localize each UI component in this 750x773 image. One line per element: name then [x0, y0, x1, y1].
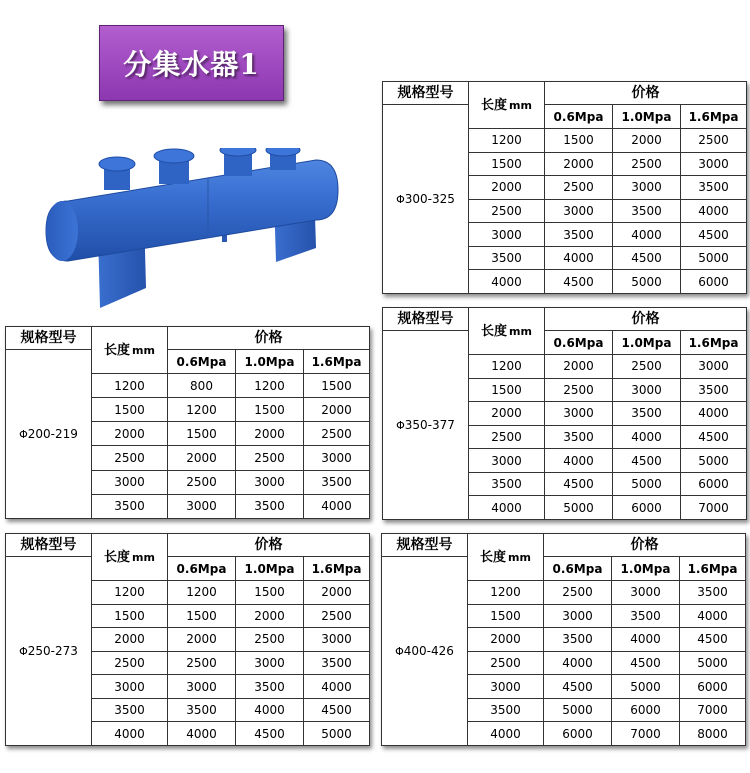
phi-symbol: Φ — [396, 419, 405, 432]
model-cell — [382, 557, 468, 746]
price-cell: 3000 — [304, 446, 370, 470]
model-value: 400-426 — [403, 644, 454, 658]
length-value: 3000 — [469, 449, 545, 473]
length-value: 1200 — [469, 355, 545, 379]
price-cell: 2500 — [613, 152, 681, 176]
col-header-length — [469, 308, 545, 355]
price-cell: 4500 — [545, 472, 613, 496]
length-value: 1500 — [92, 398, 168, 422]
length-unit: mm — [509, 324, 532, 338]
col-header-length — [469, 82, 545, 129]
length-value: 1200 — [469, 129, 545, 153]
price-cell: 2500 — [545, 378, 613, 402]
length-value: 1200 — [92, 374, 168, 398]
model-cell — [6, 350, 92, 519]
length-value: 1500 — [468, 604, 544, 628]
manifold-cap-left — [46, 201, 78, 261]
length-value: 2000 — [92, 628, 168, 652]
price-cell: 3500 — [613, 199, 681, 223]
page-title: 分集水器1 — [123, 48, 260, 81]
length-label: 长度 — [481, 323, 508, 339]
pressure-header: 1.6Mpa — [304, 350, 370, 374]
price-cell: 2000 — [236, 604, 304, 628]
price-cell: 2500 — [304, 604, 370, 628]
price-cell: 2500 — [236, 628, 304, 652]
price-cell: 3000 — [304, 628, 370, 652]
length-value: 3500 — [469, 246, 545, 270]
price-cell: 1500 — [168, 604, 236, 628]
col-header-length — [92, 327, 168, 374]
length-value: 4000 — [92, 722, 168, 746]
length-value: 3000 — [469, 223, 545, 247]
price-cell: 2000 — [545, 355, 613, 379]
price-cell: 4500 — [613, 246, 681, 270]
price-cell: 4000 — [236, 698, 304, 722]
price-cell: 4000 — [545, 246, 613, 270]
price-cell: 4500 — [681, 425, 747, 449]
length-unit: mm — [508, 550, 531, 564]
col-header-length — [468, 534, 544, 581]
model-cell — [6, 557, 92, 746]
length-value: 2500 — [469, 425, 545, 449]
col-header-model: 规格型号 — [383, 308, 469, 331]
model-value: 250-273 — [27, 644, 78, 658]
price-cell: 5000 — [613, 270, 681, 294]
price-cell: 3500 — [236, 494, 304, 518]
price-cell: 4000 — [168, 722, 236, 746]
price-table-350-377 — [382, 307, 747, 520]
price-cell: 2000 — [613, 129, 681, 153]
price-cell: 1500 — [545, 129, 613, 153]
price-cell: 4000 — [612, 628, 680, 652]
length-value: 2500 — [469, 199, 545, 223]
price-cell: 4500 — [680, 628, 746, 652]
col-header-model: 规格型号 — [6, 327, 92, 350]
length-value: 3500 — [92, 494, 168, 518]
length-value: 2000 — [468, 628, 544, 652]
price-cell: 5000 — [544, 698, 612, 722]
price-cell: 4000 — [304, 675, 370, 699]
price-cell: 3000 — [544, 604, 612, 628]
price-cell: 6000 — [544, 722, 612, 746]
price-cell: 2500 — [168, 470, 236, 494]
col-header-model: 规格型号 — [382, 534, 468, 557]
price-cell: 6000 — [680, 675, 746, 699]
price-cell: 2500 — [304, 422, 370, 446]
phi-symbol: Φ — [19, 428, 28, 441]
price-cell: 4000 — [613, 425, 681, 449]
manifold-illustration — [38, 148, 343, 313]
price-cell: 1200 — [236, 374, 304, 398]
length-value: 2000 — [92, 422, 168, 446]
price-cell: 5000 — [613, 472, 681, 496]
pressure-header: 0.6Mpa — [545, 331, 613, 355]
pressure-header: 0.6Mpa — [168, 557, 236, 581]
price-cell: 4500 — [613, 449, 681, 473]
length-value: 1500 — [92, 604, 168, 628]
price-cell: 2500 — [544, 581, 612, 605]
phi-symbol: Φ — [395, 645, 404, 658]
price-cell: 3500 — [613, 402, 681, 426]
length-value: 3500 — [468, 698, 544, 722]
price-cell: 1200 — [168, 581, 236, 605]
price-cell: 7000 — [612, 722, 680, 746]
col-header-price: 价格 — [168, 327, 370, 350]
model-cell — [383, 331, 469, 520]
length-value: 2500 — [92, 651, 168, 675]
col-header-price: 价格 — [168, 534, 370, 557]
price-cell: 3000 — [681, 355, 747, 379]
price-cell: 3500 — [612, 604, 680, 628]
price-cell: 1500 — [304, 374, 370, 398]
price-cell: 4000 — [681, 402, 747, 426]
length-value: 3500 — [92, 698, 168, 722]
length-unit: mm — [509, 98, 532, 112]
price-table-300-325 — [382, 81, 747, 294]
price-cell: 3500 — [544, 628, 612, 652]
price-cell: 1500 — [236, 581, 304, 605]
price-cell: 3500 — [680, 581, 746, 605]
length-value: 1200 — [468, 581, 544, 605]
pressure-header: 1.0Mpa — [236, 350, 304, 374]
title-banner — [99, 25, 284, 101]
col-header-price: 价格 — [544, 534, 746, 557]
pressure-header: 1.6Mpa — [304, 557, 370, 581]
length-value: 4000 — [469, 496, 545, 520]
price-cell: 4500 — [304, 698, 370, 722]
length-value: 1500 — [469, 378, 545, 402]
price-table-250-273 — [5, 533, 370, 746]
price-cell: 6000 — [613, 496, 681, 520]
price-cell: 3500 — [681, 176, 747, 200]
col-header-model: 规格型号 — [6, 534, 92, 557]
price-cell: 2000 — [168, 446, 236, 470]
price-cell: 7000 — [680, 698, 746, 722]
length-value: 3000 — [92, 675, 168, 699]
price-cell: 6000 — [681, 270, 747, 294]
price-cell: 3500 — [545, 223, 613, 247]
price-cell: 3000 — [681, 152, 747, 176]
price-cell: 2000 — [168, 628, 236, 652]
col-header-price: 价格 — [545, 308, 747, 331]
price-cell: 5000 — [612, 675, 680, 699]
price-cell: 2000 — [304, 581, 370, 605]
length-label: 长度 — [480, 549, 507, 565]
price-cell: 2500 — [613, 355, 681, 379]
price-cell: 4000 — [680, 604, 746, 628]
price-cell: 3000 — [613, 378, 681, 402]
price-cell: 4500 — [544, 675, 612, 699]
price-cell: 3000 — [236, 651, 304, 675]
model-value: 200-219 — [27, 427, 78, 441]
col-header-price: 价格 — [545, 82, 747, 105]
length-value: 1200 — [92, 581, 168, 605]
pressure-header: 1.0Mpa — [612, 557, 680, 581]
price-cell: 5000 — [681, 449, 747, 473]
price-cell: 3500 — [545, 425, 613, 449]
length-label: 长度 — [481, 97, 508, 113]
price-cell: 3000 — [613, 176, 681, 200]
price-cell: 4000 — [613, 223, 681, 247]
price-cell: 3500 — [236, 675, 304, 699]
price-cell: 4500 — [545, 270, 613, 294]
price-cell: 4000 — [304, 494, 370, 518]
length-unit: mm — [132, 343, 155, 357]
pressure-header: 1.0Mpa — [236, 557, 304, 581]
price-cell: 5000 — [681, 246, 747, 270]
price-cell: 3000 — [545, 199, 613, 223]
price-cell: 800 — [168, 374, 236, 398]
pressure-header: 0.6Mpa — [168, 350, 236, 374]
pressure-header: 0.6Mpa — [544, 557, 612, 581]
price-cell: 8000 — [680, 722, 746, 746]
price-cell: 2500 — [681, 129, 747, 153]
length-value: 4000 — [468, 722, 544, 746]
length-value: 2000 — [469, 402, 545, 426]
model-value: 350-377 — [404, 418, 455, 432]
length-value: 2500 — [92, 446, 168, 470]
price-cell: 3000 — [236, 470, 304, 494]
model-cell — [383, 105, 469, 294]
pressure-header: 1.6Mpa — [681, 105, 747, 129]
price-cell: 2000 — [236, 422, 304, 446]
pressure-header: 1.0Mpa — [613, 105, 681, 129]
price-cell: 2500 — [545, 176, 613, 200]
length-value: 3000 — [468, 675, 544, 699]
manifold-outlet-2 — [154, 149, 194, 184]
length-value: 2000 — [469, 176, 545, 200]
manifold-outlet-1 — [99, 157, 135, 190]
price-cell: 4000 — [544, 651, 612, 675]
pressure-header: 0.6Mpa — [545, 105, 613, 129]
price-cell: 6000 — [681, 472, 747, 496]
phi-symbol: Φ — [396, 193, 405, 206]
length-value: 2500 — [468, 651, 544, 675]
price-cell: 4500 — [681, 223, 747, 247]
length-label: 长度 — [104, 549, 131, 565]
manifold-outlet-3 — [220, 148, 256, 176]
price-cell: 3000 — [545, 402, 613, 426]
length-value: 4000 — [469, 270, 545, 294]
price-cell: 5000 — [545, 496, 613, 520]
col-header-length — [92, 534, 168, 581]
pressure-header: 1.6Mpa — [681, 331, 747, 355]
price-table-200-219 — [5, 326, 370, 519]
price-cell: 3000 — [168, 494, 236, 518]
price-cell: 6000 — [612, 698, 680, 722]
price-cell: 2000 — [545, 152, 613, 176]
price-cell: 2500 — [168, 651, 236, 675]
length-value: 3500 — [469, 472, 545, 496]
price-cell: 5000 — [680, 651, 746, 675]
price-cell: 4500 — [236, 722, 304, 746]
length-unit: mm — [132, 550, 155, 564]
phi-symbol: Φ — [19, 645, 28, 658]
price-cell: 5000 — [304, 722, 370, 746]
price-cell: 3500 — [681, 378, 747, 402]
price-cell: 2000 — [304, 398, 370, 422]
price-cell: 1500 — [168, 422, 236, 446]
col-header-model: 规格型号 — [383, 82, 469, 105]
length-value: 1500 — [469, 152, 545, 176]
price-cell: 3500 — [168, 698, 236, 722]
price-cell: 2500 — [236, 446, 304, 470]
manifold-outlet-4 — [266, 148, 300, 170]
price-cell: 7000 — [681, 496, 747, 520]
price-table-400-426 — [381, 533, 746, 746]
price-cell: 3500 — [304, 470, 370, 494]
pressure-header: 1.6Mpa — [680, 557, 746, 581]
price-cell: 4500 — [612, 651, 680, 675]
price-cell: 4000 — [545, 449, 613, 473]
price-cell: 1200 — [168, 398, 236, 422]
pressure-header: 1.0Mpa — [613, 331, 681, 355]
price-cell: 4000 — [681, 199, 747, 223]
price-cell: 3000 — [168, 675, 236, 699]
price-cell: 3000 — [612, 581, 680, 605]
price-cell: 1500 — [236, 398, 304, 422]
model-value: 300-325 — [404, 192, 455, 206]
length-label: 长度 — [104, 342, 131, 358]
price-cell: 3500 — [304, 651, 370, 675]
length-value: 3000 — [92, 470, 168, 494]
